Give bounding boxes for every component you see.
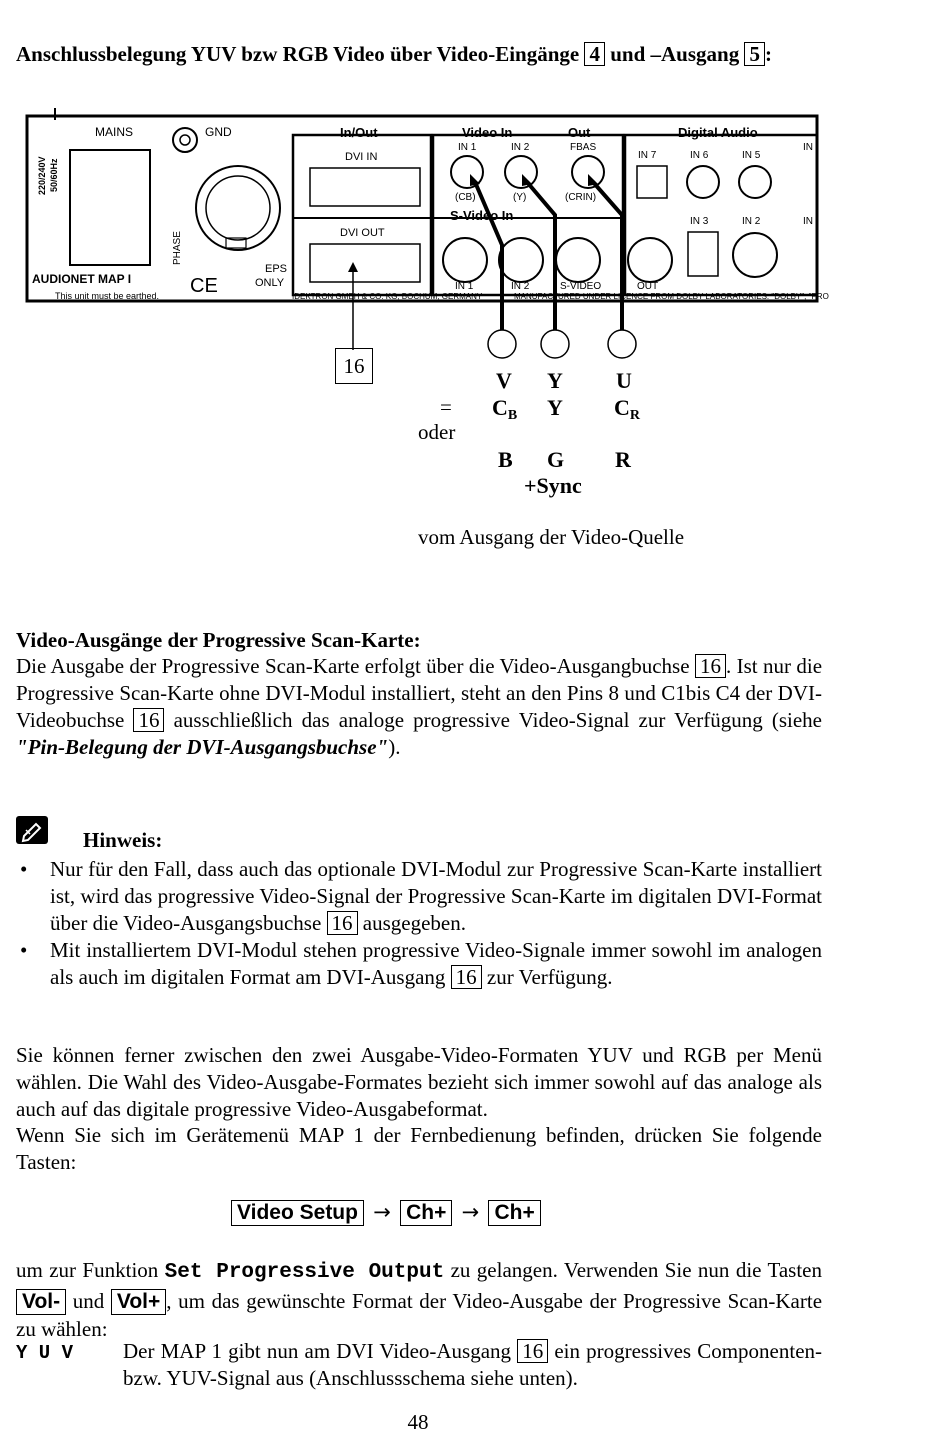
body-para-4: Wenn Sie sich im Gerätemenü MAP 1 der Fernbedienung befinden, drücken Sie folgende Tasten:	[16, 1123, 822, 1174]
section-title: Video-Ausgänge der Progressive Scan-Karte:	[16, 628, 421, 652]
svideo-in1-jack	[443, 238, 487, 282]
label-video-in: Video In	[462, 125, 513, 140]
label-in-cut: IN	[803, 142, 813, 153]
section-para-1: Die Ausgabe der Progressive Scan-Karte erfolgt über die Video-Ausgangbuchse 16 . Ist nur die Progressive Scan-Karte ohne DVI-Modul installiert, steht an den Pins 8 und C1bis C4 der DVI-Videobuchse 16 ausschließlich das analoge progressive Video-Signal zur Verfügung (siehe "Pin-Belegung der DVI-Ausgangsbuchse").	[16, 654, 823, 759]
label-in2b: IN 2	[742, 216, 761, 227]
label-s-in2: IN 2	[511, 281, 530, 292]
optical-in3	[688, 232, 718, 276]
label-s-out: OUT	[637, 281, 659, 292]
label-mains: MAINS	[95, 125, 134, 139]
label-y: (Y)	[513, 192, 527, 203]
arrow-icon: →	[373, 1200, 391, 1224]
gnd-terminal	[173, 128, 197, 152]
arrow-icon: →	[461, 1200, 480, 1224]
label-in3: IN 3	[690, 216, 709, 227]
body-para-3: Sie können ferner zwischen den zwei Ausgabe-Video-Formaten YUV und RGB per Menü wählen. Die Wahl des Video-Ausgabe-Formates bezieht sich immer sowohl auf das analoge als auch auf das digitale progressive Video-Ausgabeformat.	[16, 1043, 822, 1121]
coax-in5	[739, 166, 771, 198]
label-s-video: S-VIDEO	[560, 281, 602, 292]
label-eps: EPS	[265, 263, 288, 275]
svideo-in2-jack	[499, 238, 543, 282]
ref-box-5: 5	[744, 42, 765, 66]
label-eps-only: ONLY	[255, 277, 285, 289]
video-in2-jack	[505, 156, 537, 188]
label-phase: PHASE	[172, 231, 183, 265]
page-heading: Anschlussbelegung YUV bzw RGB Video über Video-Eingänge 4 und –Ausgang 5 :	[16, 42, 772, 66]
dvi-in-port	[310, 168, 420, 206]
dvi-out-port	[310, 244, 420, 282]
label-cb: (CB)	[455, 192, 476, 203]
sig-r: R	[615, 447, 631, 472]
note-title: Hinweis:	[83, 828, 163, 852]
sig-v: V	[496, 368, 512, 393]
label-earthed: This unit must be earthed.	[55, 291, 160, 301]
sig-sync: +Sync	[524, 473, 582, 498]
label-digital-audio: Digital Audio	[678, 125, 758, 140]
mains-socket	[70, 150, 150, 265]
svideo-out2-jack	[628, 238, 672, 282]
rear-panel-diagram	[0, 100, 950, 360]
plug-cr	[608, 330, 636, 358]
sig-y2: Y	[547, 395, 563, 420]
sig-u: U	[616, 368, 632, 393]
label-s-in1: IN 1	[455, 281, 474, 292]
sig-cr: $C_R$	[614, 395, 641, 423]
key-ch-plus-1: Ch+	[400, 1200, 452, 1226]
note-pencil-icon	[16, 816, 48, 844]
panel-footer-left: IDEKTRON GMBH & CO. KG, BOCHUM, GERMANY	[292, 292, 483, 301]
xlr-socket	[196, 166, 280, 250]
label-svideo-in: S-Video In	[450, 208, 514, 223]
note-item-2: • Mit installiertem DVI-Modul stehen progressive Video-Signale immer sowohl im analogen als auch im digitalen Format am DVI-Ausgang 16 zur Verfügung.	[16, 937, 822, 991]
body-para-5: um zur Funktion Set Progressive Output zu gelangen. Verwenden Sie nun die Tasten Vol- und Vol+ , um das gewünschte Format der Video-Ausgabe der Progressive Scan-Karte zu wählen:	[16, 1258, 823, 1341]
cable-cr	[593, 182, 622, 332]
coax-in2	[733, 233, 777, 277]
cable-cb	[475, 182, 502, 332]
label-brand: AUDIONET MAP I	[32, 272, 132, 286]
ref-box-4: 4	[584, 42, 605, 66]
coax-in6	[687, 166, 719, 198]
page-number: 48	[407, 1410, 429, 1434]
optical-in7	[637, 166, 667, 198]
sig-g: G	[547, 447, 565, 472]
label-in7: IN 7	[638, 150, 657, 161]
plug-cb	[488, 330, 516, 358]
label-fbas: FBAS	[570, 142, 597, 153]
label-dvi-out: DVI OUT	[340, 227, 385, 239]
label-frequency: 50/60Hz	[49, 158, 59, 192]
cable-y	[527, 182, 555, 332]
equals-sign: =	[440, 395, 452, 419]
yuv-description: Der MAP 1 gibt nun am DVI Video-Ausgang 16 ein progressives Componenten- bzw. YUV-Signal aus (Anschlussschema siehe unten).	[123, 1339, 823, 1390]
label-gnd: GND	[205, 125, 232, 139]
key-ch-plus-2: Ch+	[488, 1200, 540, 1226]
label-in-cut2: IN	[803, 216, 813, 227]
label-in6: IN 6	[690, 150, 709, 161]
plug-y	[541, 330, 569, 358]
sig-y: Y	[547, 368, 563, 393]
label-in5: IN 5	[742, 150, 761, 161]
label-crin: (CRIN)	[565, 192, 597, 203]
label-voltage: 220/240V	[37, 156, 47, 195]
label-in1: IN 1	[458, 142, 477, 153]
label-dvi-in: DVI IN	[345, 151, 378, 163]
ref-box-16: 16	[335, 348, 373, 384]
ce-mark: CE	[190, 275, 218, 297]
sig-cb: $C_B$	[492, 395, 518, 423]
key-sequence	[231, 1200, 541, 1226]
label-in2: IN 2	[511, 142, 530, 153]
panel-footer-right: MANUFACTURED UNDER LICENCE FROM DOLBY LABORATORIES. "DOLBY", "PRO	[514, 292, 829, 301]
label-source: vom Ausgang der Video-Quelle	[418, 525, 685, 549]
label-in-out: In/Out	[340, 125, 378, 140]
note-item-1: • Nur für den Fall, dass auch das optionale DVI-Modul zur Progressive Scan-Karte installiert ist, wird das progressive Video-Signal der Progressive Scan-Karte im digitalen DVI-Format über die Video-Ausgangsbuchse 16 ausgegeben.	[16, 856, 822, 937]
label-oder: oder	[418, 420, 456, 444]
sig-b: B	[498, 447, 513, 472]
yuv-label: Y U V	[16, 1342, 74, 1364]
section-video-outputs	[16, 628, 822, 761]
label-out: Out	[568, 125, 591, 140]
svideo-out-jack	[556, 238, 600, 282]
note-list	[16, 856, 822, 991]
key-video-setup: Video Setup	[231, 1200, 364, 1226]
